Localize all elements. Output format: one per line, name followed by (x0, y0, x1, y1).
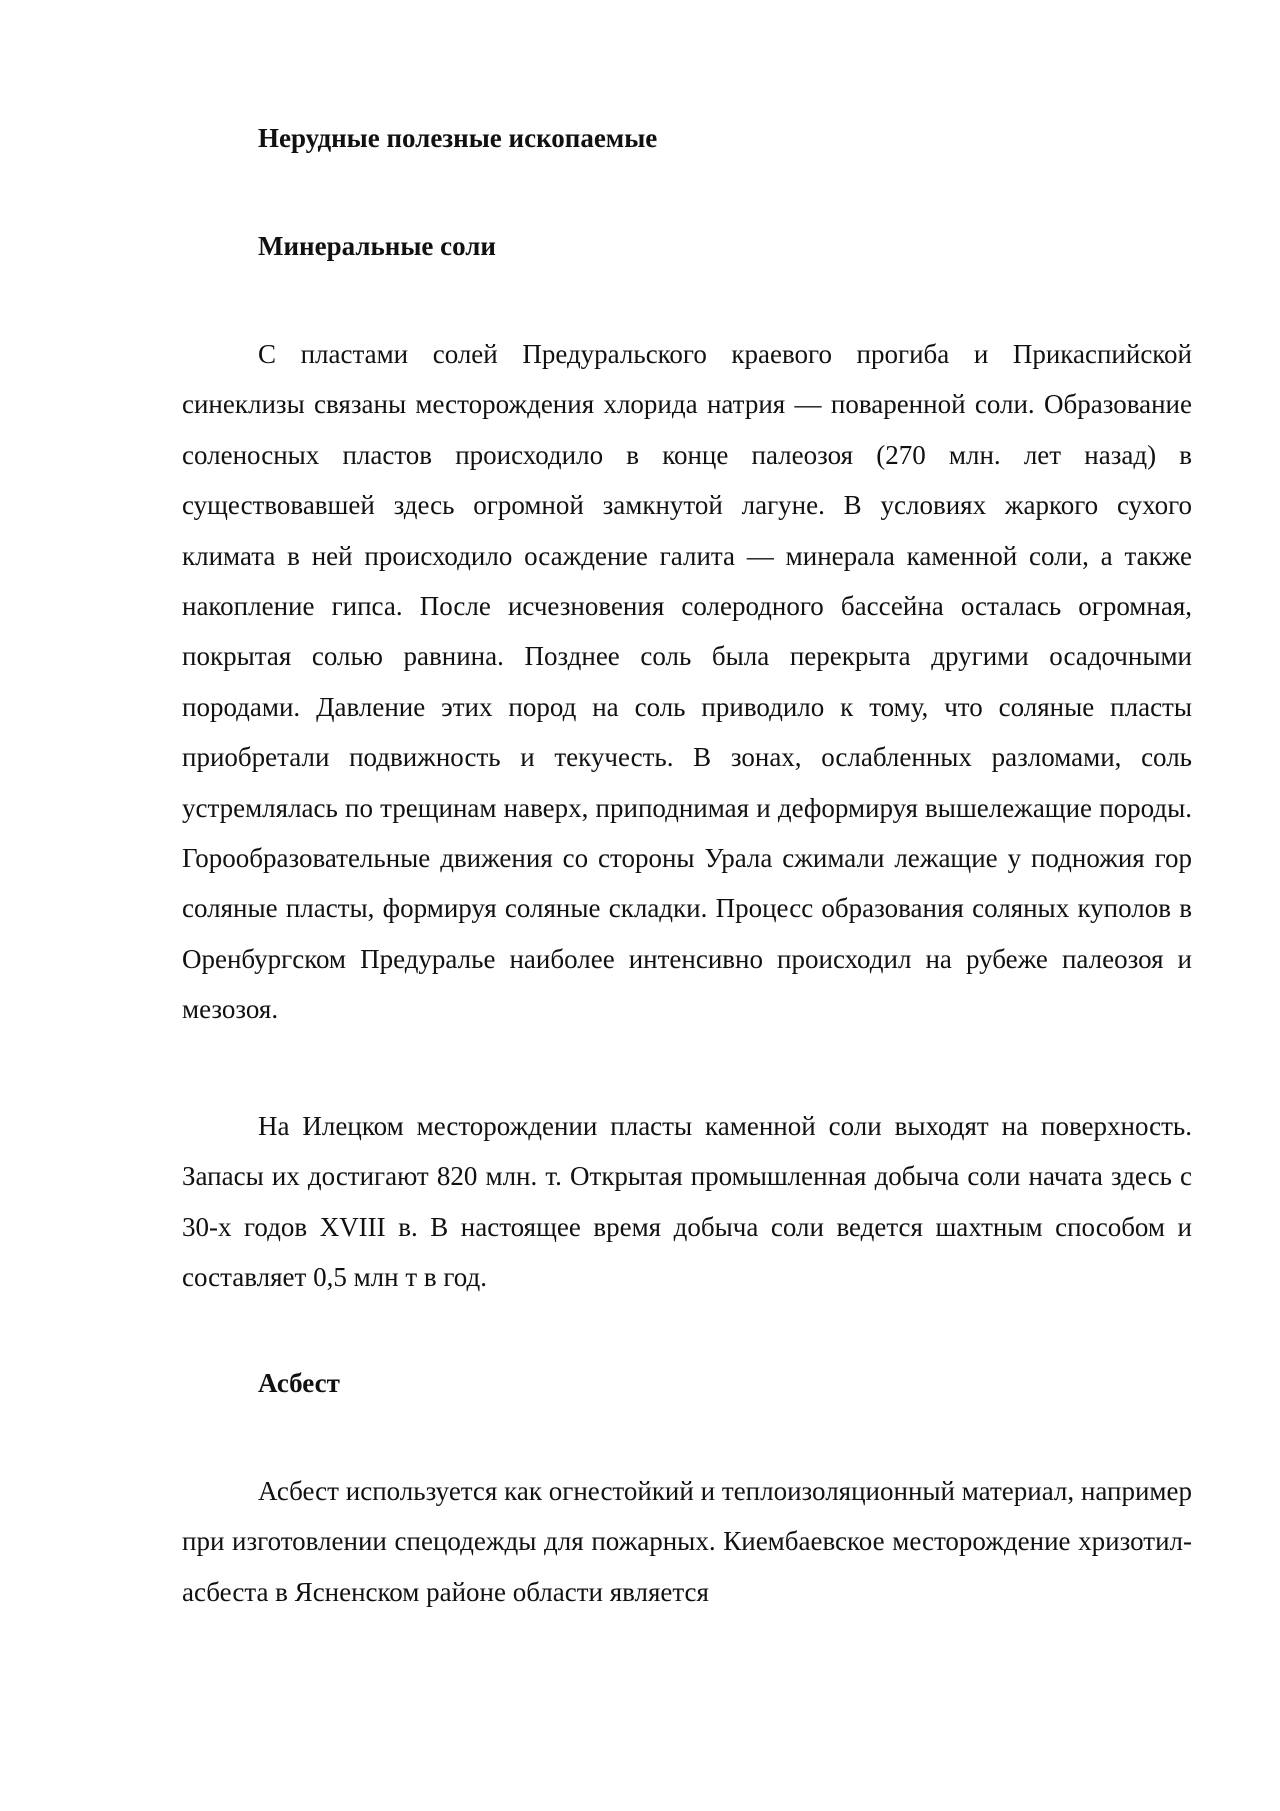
paragraph-asbestos: Асбест используется как огнестойкий и теплоизоляционный материал, например при изготовлении спецодежды для пожарных. Киембаевское месторождение хризотил-асбеста в Ясненском районе области является (182, 1476, 1192, 1607)
section-heading-asbestos: Асбест (258, 1368, 340, 1398)
paragraph-iletsk-deposit: На Илецком месторождении пласты каменной соли выходят на поверхность. Запасы их достигают 820 млн. т. Открытая промышленная добыча соли начата здесь с 30-х годов XVIII в. В настоящее время добыча соли ведется шахтным способом и составляет 0,5 млн т в год. (182, 1111, 1192, 1293)
section-heading-mineral-salts: Минеральные соли (258, 231, 496, 261)
main-heading: Нерудные полезные ископаемые (258, 123, 658, 153)
paragraph-salts-formation: С пластами солей Предуральского краевого прогиба и Прикаспийской синеклизы связаны месторождения хлорида натрия — поваренной соли. Образование соленосных пластов происходило в конце палеозоя (270 млн. лет назад) в существовавшей здесь огромной замкнутой лагуне. В условиях жаркого сухого климата в ней происходило осаждение галита — минерала каменной соли, а также накопление гипса. После исчезновения солеродного бассейна осталась огромная, покрытая солью равнина. Позднее соль была перекрыта другими осадочными породами. Давление этих пород на соль приводило к тому, что соляные пласты приобретали подвижность и текучесть. В зонах, ослабленных разломами, соль устремлялась по трещинам наверх, приподнимая и деформируя вышележащие породы. Горообразовательные движения со стороны Урала сжимали лежащие у подножия гор соляные пласты, формируя соляные складки. Процесс образования соляных куполов в Оренбургском Предуралье наиболее интенсивно происходил на рубеже палеозоя и мезозоя. (182, 339, 1192, 1025)
